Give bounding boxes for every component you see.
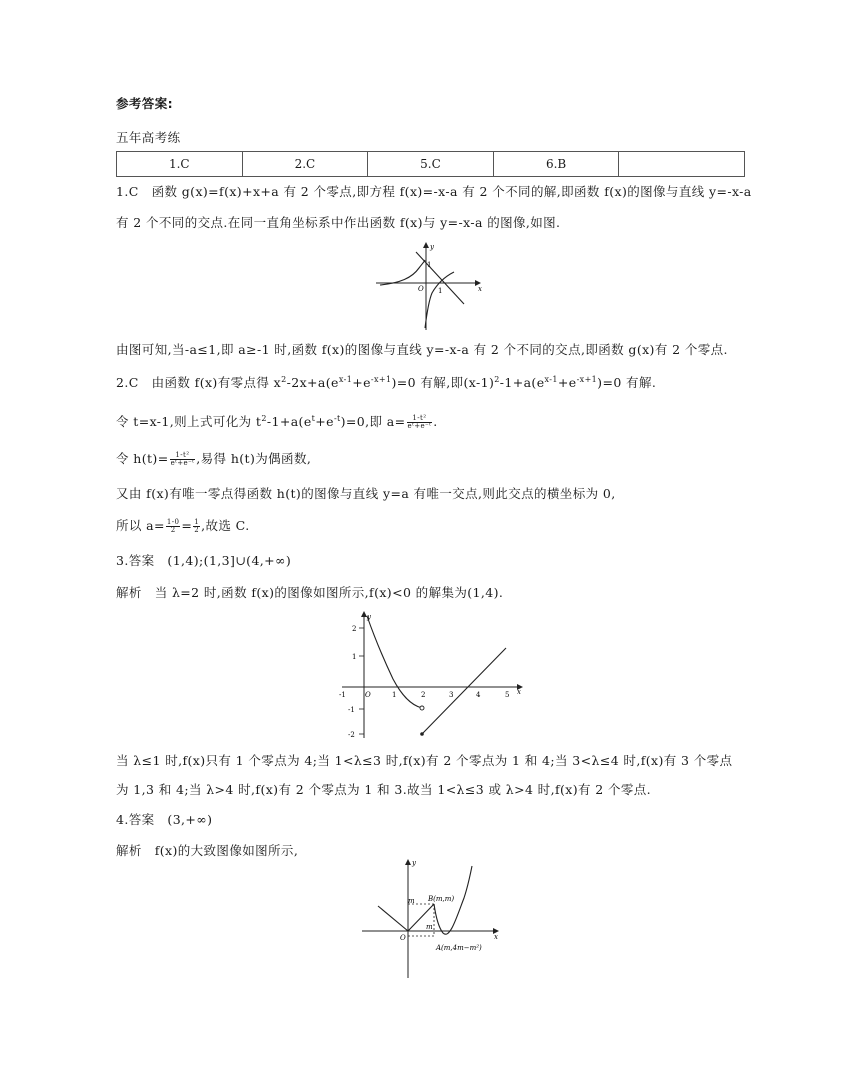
q2-line1-seg: )=0 有解. bbox=[597, 375, 657, 390]
q2-line1-seg: )=0 有解,即(x-1) bbox=[391, 375, 495, 390]
line-y-neg-x-neg-a bbox=[416, 252, 464, 304]
q2-line1-seg: 2.C 由函数 f(x)有零点得 x bbox=[116, 375, 282, 390]
section-title: 五年高考练 bbox=[116, 130, 181, 145]
q4-analysis: 解析 f(x)的大致图像如图所示, bbox=[116, 843, 299, 858]
q1-one-x-label: 1 bbox=[438, 287, 443, 295]
table-cell: 1.C bbox=[117, 152, 243, 177]
fraction bbox=[407, 415, 433, 430]
q1-text-line-2: 有 2 个不同的交点.在同一直角坐标系中作出函数 f(x)与 y=-x-a 的图像,如图. bbox=[116, 215, 561, 230]
q3-figure bbox=[336, 608, 530, 742]
q2-line1-seg: -2x+a(e bbox=[286, 375, 339, 390]
line-segment-2 bbox=[422, 648, 506, 734]
q2-line-1 bbox=[116, 372, 656, 391]
q2-line1-sup: x-1 bbox=[338, 375, 353, 384]
q2-line-4: 又由 f(x)有唯一零点得函数 h(t)的图像与直线 y=a 有唯一交点,则此交点的横坐标为 0, bbox=[116, 486, 616, 501]
q3-analysis: 解析 当 λ=2 时,函数 f(x)的图像如图所示,f(x)<0 的解集为(1,4). bbox=[116, 585, 504, 600]
fraction-denominator: 2 bbox=[170, 526, 176, 534]
x-tick-label: -1 bbox=[339, 691, 346, 699]
q4-point-a-label: A(m,4m−m²) bbox=[436, 944, 482, 952]
q3-x-label: x bbox=[517, 688, 521, 696]
x-tick-label: 4 bbox=[476, 691, 481, 699]
q2-line2-seg: 令 t=x-1,则上式可化为 t bbox=[116, 414, 262, 429]
q1-text-line-1: 1.C 函数 g(x)=f(x)+x+a 有 2 个零点,即方程 f(x)=-x-a 有 2 个不同的解,即函数 f(x)的图像与直线 y=-x-a bbox=[116, 184, 752, 199]
q4-origin-label: O bbox=[400, 934, 406, 942]
q1-figure bbox=[372, 240, 488, 332]
fraction-numerator: 1-t² bbox=[170, 452, 196, 460]
q1-conclusion: 由图可知,当-a≤1,即 a≥-1 时,函数 f(x)的图像与直线 y=-x-a 有 2 个不同的交点,即函数 g(x)有 2 个零点. bbox=[116, 342, 728, 357]
fraction-denominator: eᵗ+e⁻ᵗ bbox=[170, 459, 195, 467]
curve-right bbox=[425, 272, 454, 328]
q2-line2-sup: t bbox=[311, 414, 316, 423]
fraction-denominator: 2 bbox=[194, 526, 200, 534]
fraction-numerator: 1 bbox=[194, 518, 200, 526]
y-tick-label: -2 bbox=[348, 731, 355, 739]
q2-line3-seg: 令 h(t)= bbox=[116, 451, 169, 466]
q3-y-label: y bbox=[367, 613, 371, 621]
open-endpoint bbox=[420, 706, 424, 710]
table-cell: 2.C bbox=[242, 152, 368, 177]
q2-line1-seg: -1+a(e bbox=[499, 375, 545, 390]
q2-line2-seg: )=0,即 a= bbox=[340, 414, 406, 429]
q3-conclusion-line-2: 为 1,3 和 4;当 λ>4 时,f(x)有 2 个零点为 1 和 3.故当 1<λ≤3 或 λ>4 时,f(x)有 2 个零点. bbox=[116, 782, 652, 797]
fraction bbox=[166, 519, 180, 534]
fraction-denominator: eᵗ+e⁻ᵗ bbox=[407, 422, 432, 430]
q2-line2-sup: -t bbox=[333, 414, 341, 423]
x-tick-label: 1 bbox=[392, 691, 397, 699]
fraction bbox=[170, 452, 196, 467]
q2-line1-seg: +e bbox=[352, 375, 371, 390]
answer-table bbox=[116, 151, 745, 177]
fraction-numerator: 1-0 bbox=[166, 518, 180, 526]
q2-line2-seg: . bbox=[433, 414, 438, 429]
q2-line2-sup: 2 bbox=[261, 414, 267, 423]
q1-x-label: x bbox=[478, 285, 482, 293]
q1-origin-label: O bbox=[418, 285, 424, 293]
q2-line5-seg: 所以 a= bbox=[116, 518, 165, 533]
left-ray bbox=[378, 906, 408, 931]
q2-line1-sup: -x+1 bbox=[576, 375, 598, 384]
y-tick-label: 2 bbox=[352, 625, 357, 633]
q2-line2-seg: -1+a(e bbox=[266, 414, 312, 429]
q2-line1-sup: 2 bbox=[281, 375, 287, 384]
q4-answer: 4.答案 (3,+∞) bbox=[116, 812, 213, 827]
q4-figure bbox=[360, 856, 506, 980]
curve-left-upper bbox=[380, 260, 425, 285]
q2-line5-seg: = bbox=[181, 518, 193, 533]
q4-m-y-label: m bbox=[408, 897, 415, 905]
table-cell: 6.B bbox=[493, 152, 619, 177]
x-tick-label: 3 bbox=[449, 691, 454, 699]
table-row bbox=[117, 152, 745, 177]
q1-y-label: y bbox=[430, 243, 434, 251]
q2-line5-seg: ,故选 C. bbox=[201, 518, 250, 533]
q2-line1-sup: x-1 bbox=[544, 375, 558, 384]
q4-point-b-label: B(m,m) bbox=[428, 895, 455, 903]
q2-line-3 bbox=[116, 451, 311, 467]
answer-heading: 参考答案: bbox=[116, 96, 173, 111]
q4-m-x-label: m bbox=[426, 923, 433, 931]
q2-line1-sup: 2 bbox=[494, 375, 500, 384]
q4-y-label: y bbox=[412, 859, 416, 867]
q2-line1-sup: -x+1 bbox=[370, 375, 392, 384]
table-cell bbox=[619, 152, 745, 177]
closed-endpoint bbox=[420, 732, 424, 736]
q3-conclusion-line-1: 当 λ≤1 时,f(x)只有 1 个零点为 4;当 1<λ≤3 时,f(x)有 2 个零点为 1 和 4;当 3<λ≤4 时,f(x)有 3 个零点 bbox=[116, 753, 733, 768]
q2-line2-seg: +e bbox=[315, 414, 334, 429]
q3-answer: 3.答案 (1,4);(1,3]∪(4,+∞) bbox=[116, 553, 292, 568]
q2-line1-seg: +e bbox=[557, 375, 577, 390]
q3-origin-label: O bbox=[365, 691, 371, 699]
q4-x-label: x bbox=[494, 933, 498, 941]
x-tick-label: 5 bbox=[505, 691, 510, 699]
y-tick-label: 1 bbox=[352, 653, 357, 661]
q1-one-y-label: 1 bbox=[427, 261, 432, 269]
q2-line-5 bbox=[116, 518, 250, 534]
table-cell: 5.C bbox=[368, 152, 494, 177]
fraction-numerator: 1-t² bbox=[407, 415, 433, 423]
q2-line-2 bbox=[116, 411, 438, 430]
y-tick-label: -1 bbox=[348, 706, 355, 714]
x-tick-label: 2 bbox=[421, 691, 426, 699]
q2-line3-seg: ,易得 h(t)为偶函数, bbox=[196, 451, 312, 466]
fraction bbox=[193, 519, 200, 534]
